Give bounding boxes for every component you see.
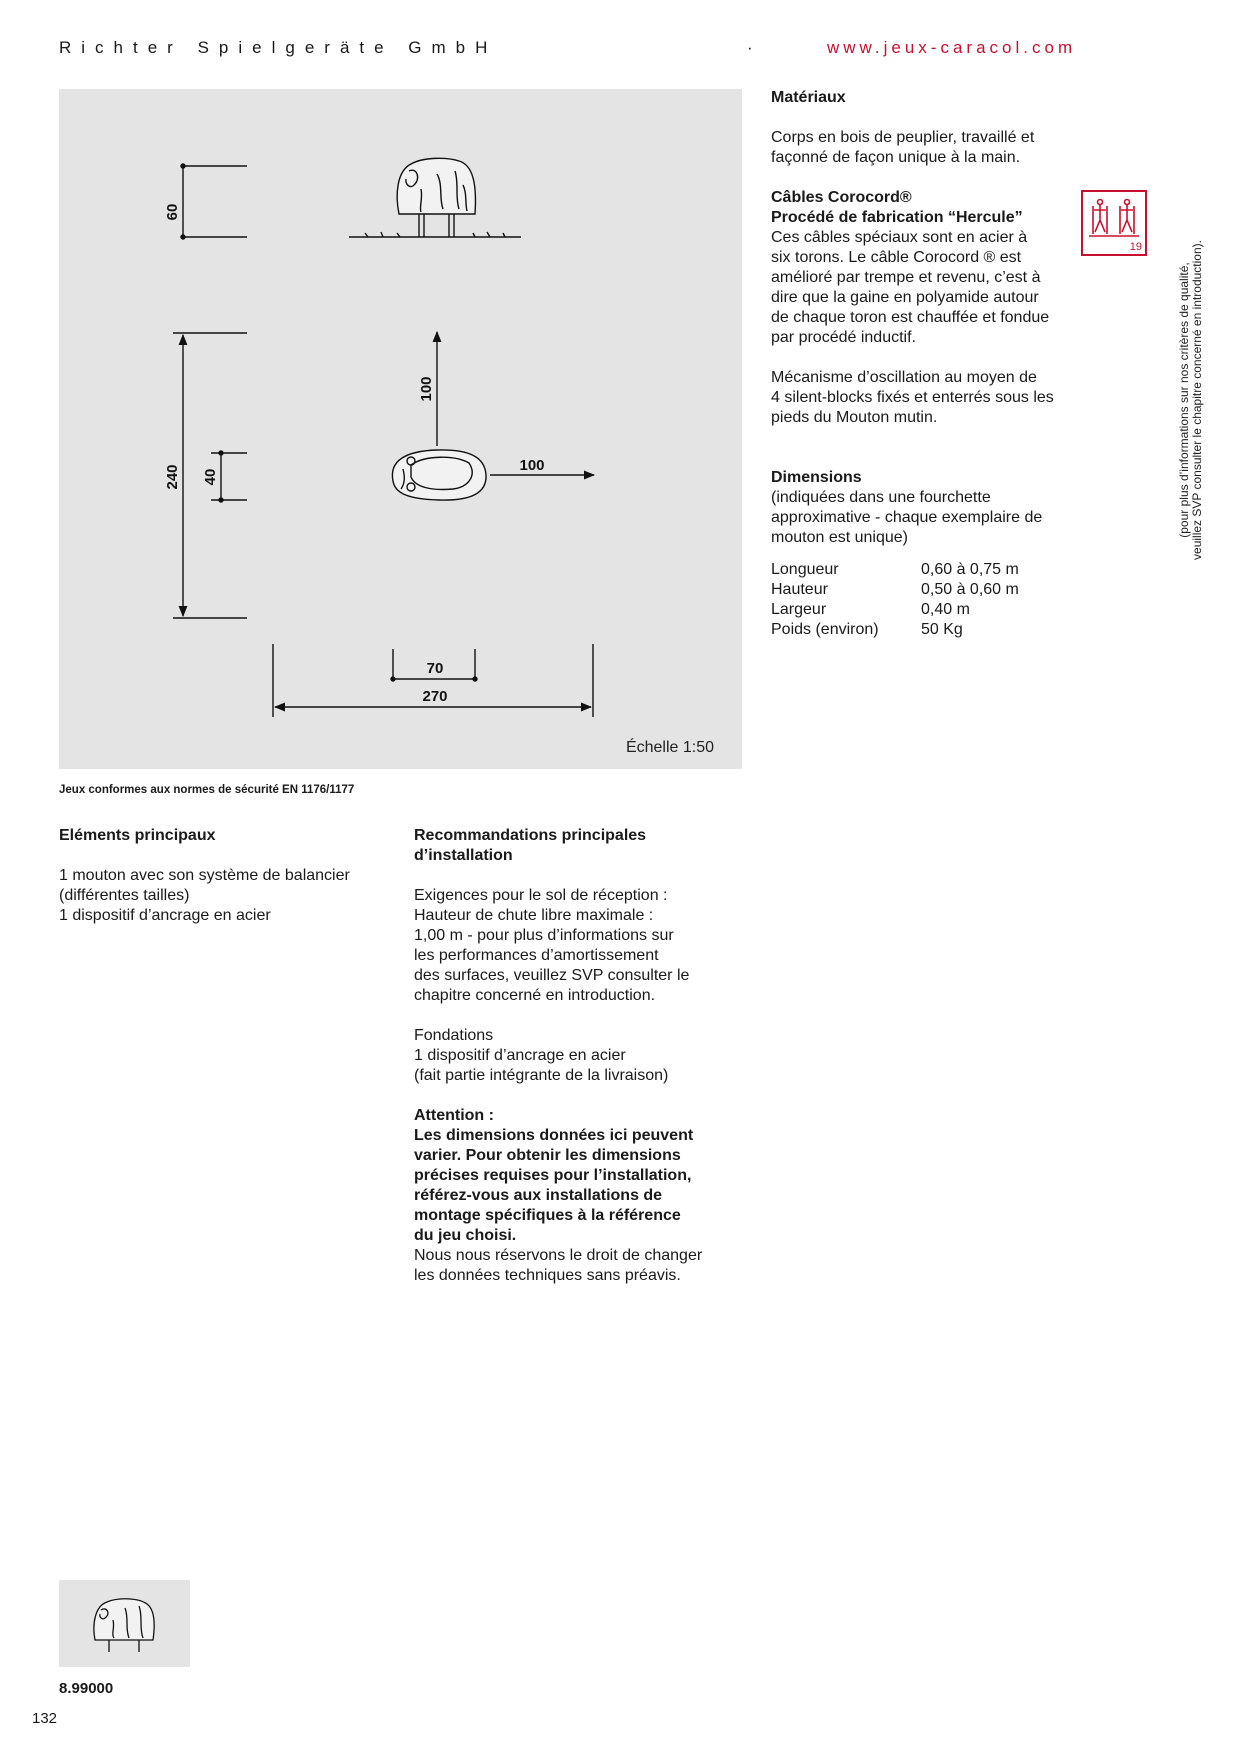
dimensions-title: Dimensions: [771, 469, 862, 486]
sheep-thumbnail-icon: [59, 1580, 190, 1667]
table-row: [771, 600, 1019, 620]
install-ground: Exigences pour le sol de réception : Hauteur de chute libre maximale : 1,00 m - pour plus d’informations sur les performances d’amortissement des surfaces, veuillez SVP consulter le chapitre concerné en introduction.: [414, 887, 690, 1004]
corocord-badge-number: 19: [1129, 241, 1142, 253]
dim-value: 50 Kg: [921, 621, 963, 638]
dim-total-270: 270: [422, 688, 448, 705]
dim-length-240: 240: [164, 464, 181, 490]
sheep-side-view: [397, 158, 475, 237]
vertical-note-text: (pour plus d’informations sur nos critères de qualité, veuillez SVP consulter le chapitre concerné en introduction).: [1177, 240, 1204, 560]
website-url[interactable]: www.jeux-caracol.com: [827, 38, 1077, 57]
install-title: Recommandations principales d’installation: [414, 827, 647, 864]
dim-value: 0,40 m: [921, 601, 970, 618]
dim-label: Largeur: [771, 601, 827, 618]
materials-title: Matériaux: [771, 89, 846, 106]
dim-height-60: 60: [164, 203, 181, 221]
dimensions-table: [771, 560, 1019, 640]
vertical-note: [1178, 220, 1204, 580]
dim-label: Longueur: [771, 561, 839, 578]
header-separator: ·: [747, 38, 763, 57]
dim-label: Poids (environ): [771, 621, 879, 638]
dim-clearance-100-horizontal: 100: [519, 457, 545, 474]
install-foundation: Fondations 1 dispositif d’ancrage en acier (fait partie intégrante de la livraison): [414, 1027, 669, 1084]
dimensions-subtitle: (indiquées dans une fourchette approximative - chaque exemplaire de mouton est unique): [771, 489, 1043, 546]
table-row: [771, 560, 1019, 580]
mechanism-text: Mécanisme d’oscillation au moyen de 4 silent-blocks fixés et enterrés sous les pieds du Mouton mutin.: [771, 369, 1054, 426]
attention-text: Les dimensions données ici peuvent varier. Pour obtenir les dimensions précises requises pour l’installation, référez-vous aux installations de montage spécifiques à la référence du jeu choisi.: [414, 1127, 694, 1244]
elements-title: Eléments principaux: [59, 827, 216, 844]
scale-label: Échelle 1:50: [625, 739, 714, 756]
sheep-plan-view: [392, 450, 486, 500]
materials-text: Corps en bois de peuplier, travaillé et façonné de façon unique à la main.: [771, 129, 1035, 166]
cable-text: Ces câbles spéciaux sont en acier à six torons. Le câble Corocord ® est amélioré par trempe et revenu, c’est à dire que la gaine en polyamide autour de chaque toron est chauffée et fondue par procédé inductif.: [771, 229, 1050, 346]
table-row: [771, 620, 1019, 640]
company-name: Richter Spielgeräte GmbH: [59, 38, 498, 57]
install-section: [414, 826, 744, 1286]
technical-drawing: [59, 89, 742, 769]
norm-note: Jeux conformes aux normes de sécurité EN 1176/1177: [59, 784, 355, 796]
dim-label: Hauteur: [771, 581, 828, 598]
main-elements-section: [59, 826, 389, 926]
corocord-badge: [1081, 190, 1147, 256]
elements-text: 1 mouton avec son système de balancier (différentes tailles) 1 dispositif d’ancrage en acier: [59, 867, 350, 924]
disclaimer-text: Nous nous réservons le droit de changer les données techniques sans préavis.: [414, 1247, 703, 1284]
product-thumbnail: [59, 1580, 190, 1667]
dim-value: 0,50 à 0,60 m: [921, 581, 1019, 598]
product-code: 8.99000: [59, 1680, 114, 1697]
page-number: 132: [32, 1710, 58, 1727]
materials-section: [771, 88, 1091, 640]
page-header: [59, 38, 1109, 60]
dim-width-70: 70: [426, 660, 444, 677]
drawing-svg: [59, 89, 742, 769]
cable-title: Câbles Corocord® Procédé de fabrication “Hercule”: [771, 189, 1023, 226]
attention-title: Attention :: [414, 1107, 494, 1124]
dim-value: 0,60 à 0,75 m: [921, 561, 1019, 578]
dim-clearance-100-vertical: 100: [418, 376, 435, 402]
table-row: [771, 580, 1019, 600]
dim-width-40: 40: [202, 468, 219, 486]
